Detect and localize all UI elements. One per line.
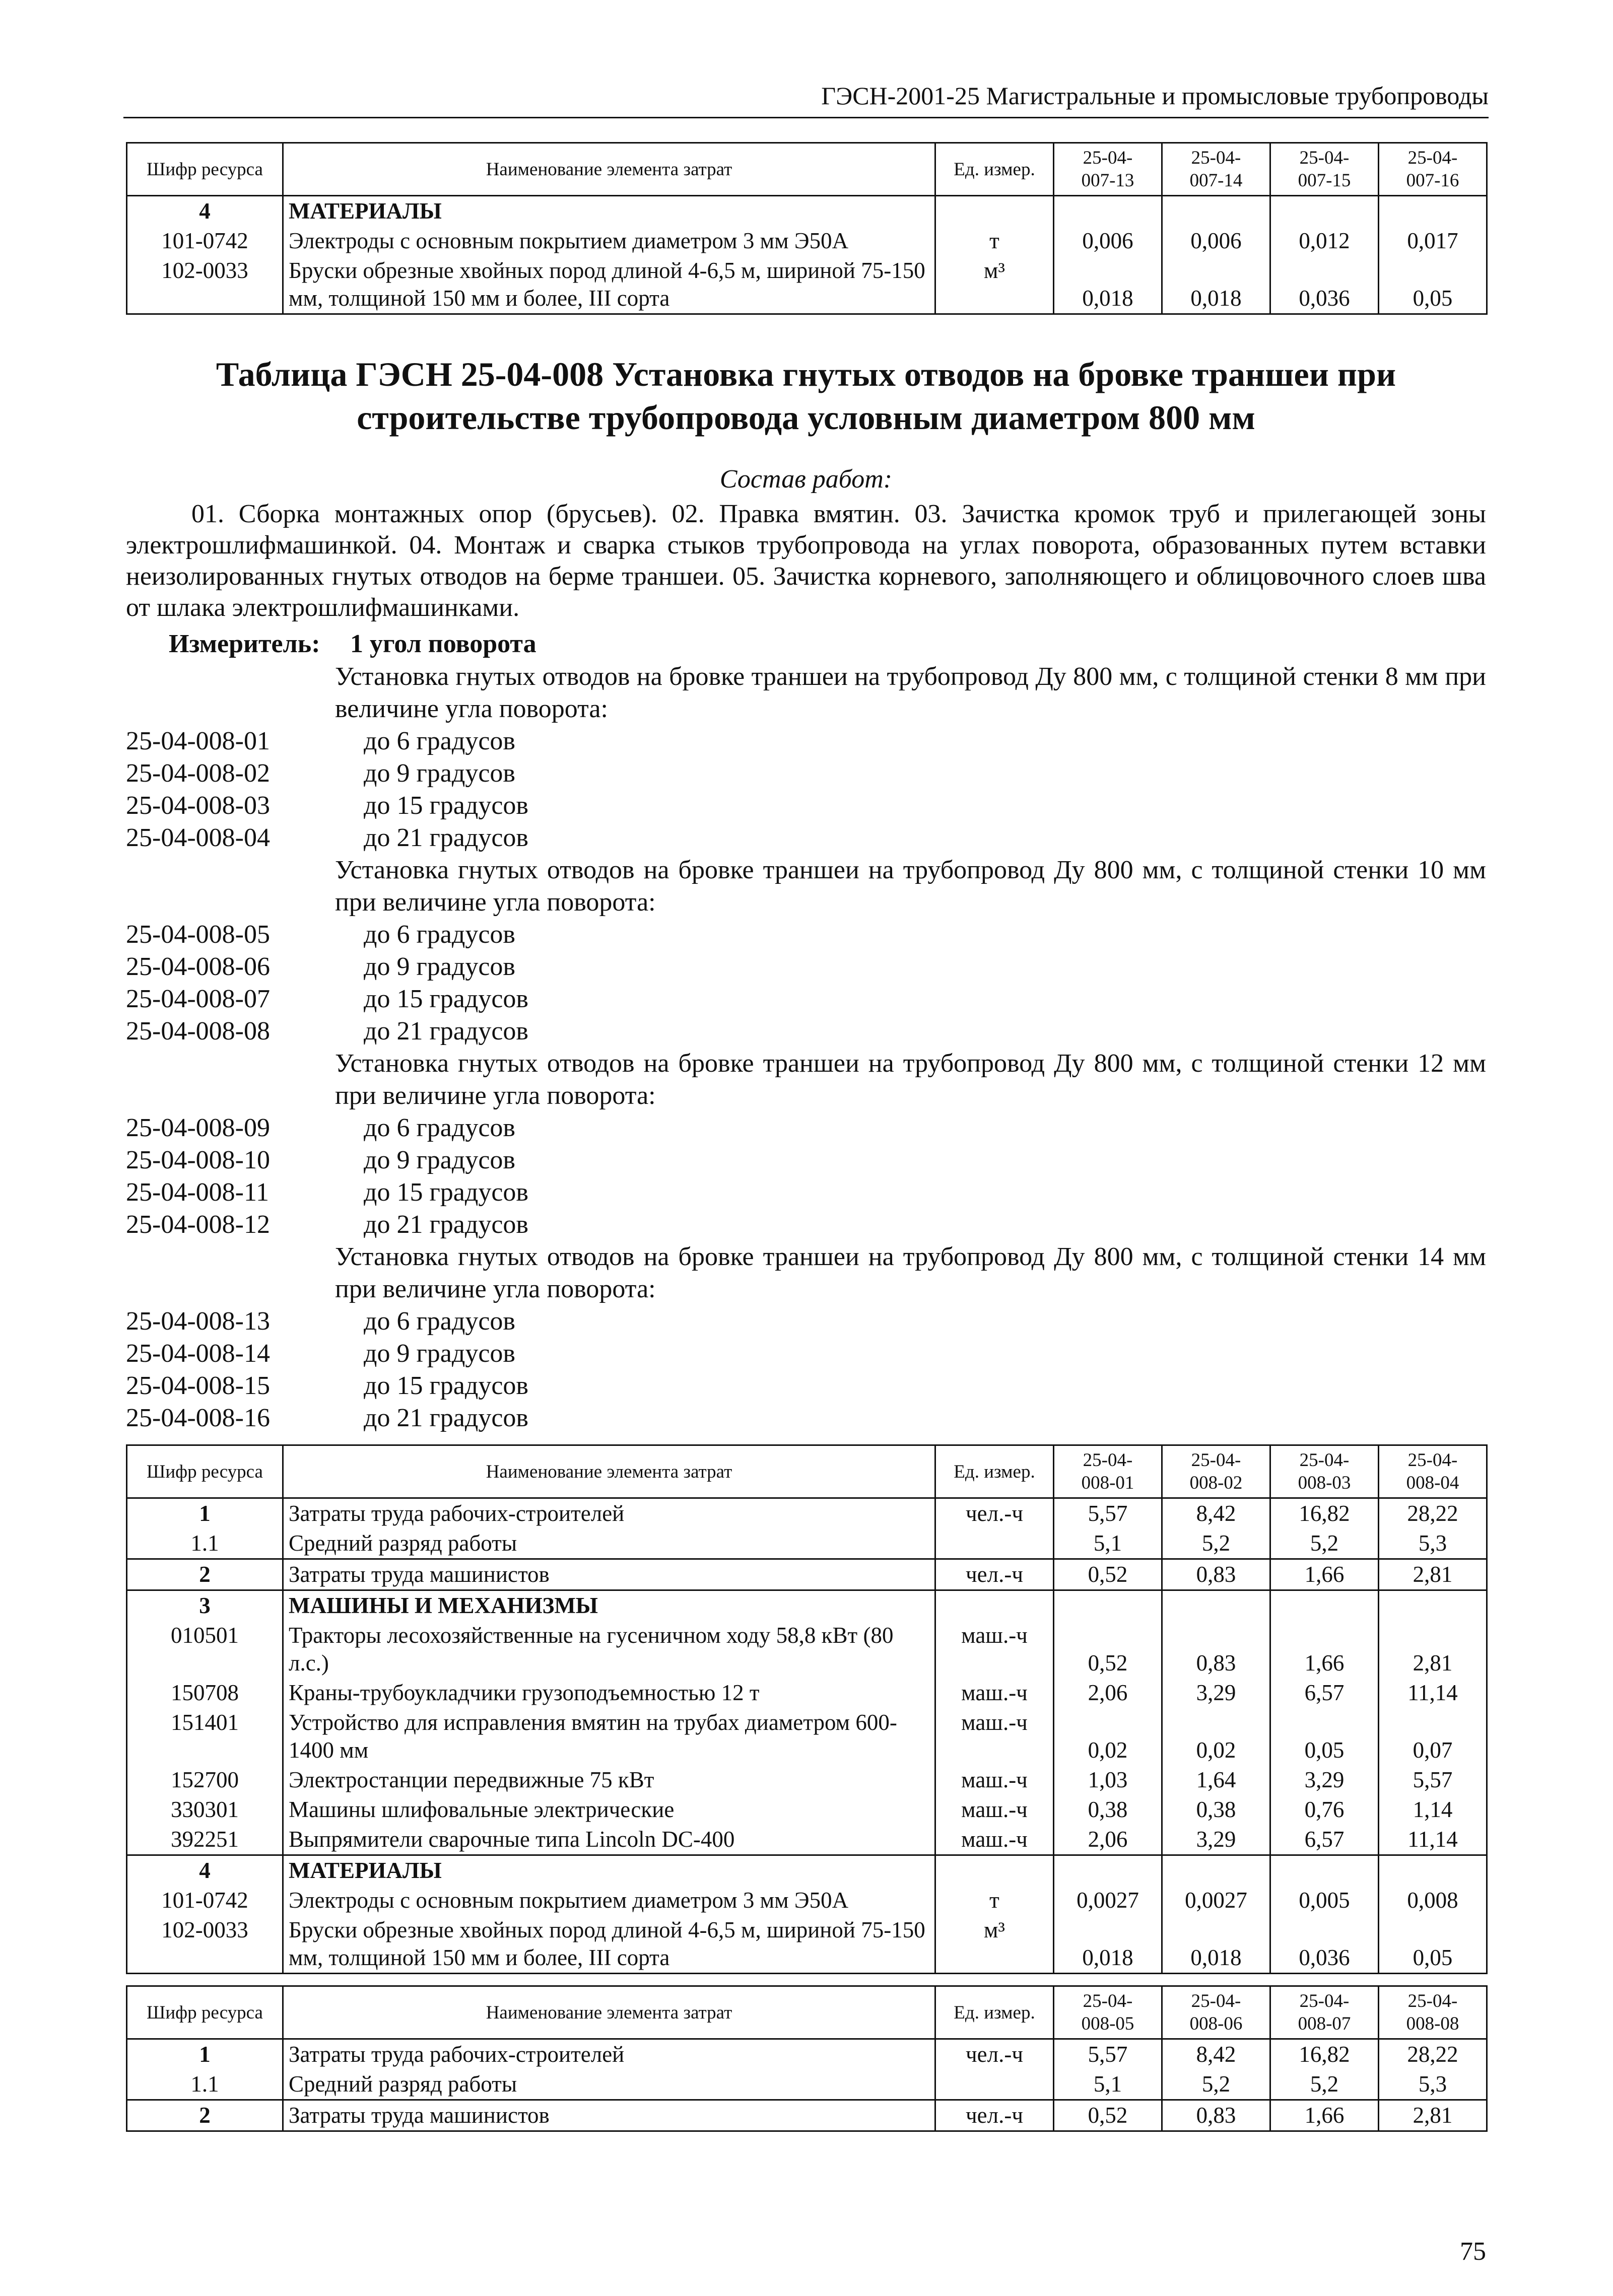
header-norm-suffix: 007-16: [1406, 170, 1459, 191]
norm-value: 0,76: [1270, 1795, 1379, 1825]
norm-code: 25-04-008-13: [126, 1307, 270, 1336]
header-norm-column: [1054, 1445, 1162, 1498]
header-code: Шифр ресурса: [127, 1986, 283, 2039]
cost-element-name: Электростанции передвижные 75 кВт: [283, 1765, 935, 1795]
unit-of-measure: т: [935, 226, 1054, 256]
norm-label: до 15 градусов: [364, 985, 528, 1013]
norm-item: [126, 951, 1486, 983]
norm-code: 25-04-008-08: [126, 1017, 270, 1046]
norm-value: [1379, 1855, 1487, 1886]
norm-group-intro: Установка гнутых отводов на бровке траншеи на трубопровод Ду 800 мм, с толщиной стенки 14 мм при величине угла поворота:: [335, 1242, 1486, 1303]
norm-code: 25-04-008-02: [126, 759, 270, 788]
norm-value: 0,018: [1054, 256, 1162, 314]
norm-value: 28,22: [1379, 1498, 1487, 1529]
header-norm-suffix: 007-13: [1081, 170, 1134, 191]
norm-value: 5,3: [1379, 2069, 1487, 2100]
norm-value: 11,14: [1379, 1678, 1487, 1708]
table-header-row: [127, 1986, 1487, 2039]
header-norm-column: [1054, 143, 1162, 196]
header-unit: Ед. измер.: [935, 1986, 1054, 2039]
norm-item: [126, 983, 1486, 1015]
section-heading: МАТЕРИАЛЫ: [283, 196, 935, 227]
norm-code: 25-04-008-12: [126, 1210, 270, 1239]
table-row: [127, 1621, 1487, 1678]
norm-value: [1054, 1855, 1162, 1886]
unit-of-measure: чел.-ч: [935, 2039, 1054, 2070]
norm-code: 25-04-008-14: [126, 1339, 270, 1368]
norm-value: 0,52: [1054, 1559, 1162, 1590]
cost-element-name: Средний разряд работы: [283, 1528, 935, 1559]
header-code: Шифр ресурса: [127, 143, 283, 196]
header-norm-prefix: 25-04-: [1299, 1450, 1350, 1471]
norm-value: 5,1: [1054, 1528, 1162, 1559]
norm-value: 0,38: [1054, 1795, 1162, 1825]
norm-item: [126, 822, 1486, 854]
norm-label: до 15 градусов: [364, 1178, 528, 1207]
resource-code: 101-0742: [127, 1886, 283, 1915]
norm-value: 5,57: [1054, 1498, 1162, 1529]
norm-value: 0,018: [1054, 1915, 1162, 1974]
norm-label: до 6 градусов: [364, 1114, 515, 1142]
header-norm-column: [1270, 1445, 1379, 1498]
norm-item: [126, 725, 1486, 757]
norm-value: 16,82: [1270, 1498, 1379, 1529]
unit-of-measure: [935, 196, 1054, 227]
table-row: [127, 1559, 1487, 1590]
header-norm-column: [1270, 1986, 1379, 2039]
table-row: [127, 2069, 1487, 2100]
cost-element-name: Затраты труда машинистов: [283, 2100, 935, 2131]
norm-label: до 6 градусов: [364, 727, 515, 755]
norm-value: 0,05: [1379, 256, 1487, 314]
resource-code: 010501: [127, 1621, 283, 1678]
norm-value: 2,81: [1379, 2100, 1487, 2131]
norm-item: [126, 1402, 1486, 1434]
norm-code: 25-04-008-06: [126, 952, 270, 981]
norm-value: 8,42: [1162, 1498, 1270, 1529]
norm-label: до 9 градусов: [364, 1146, 515, 1174]
norm-item: [126, 1144, 1486, 1176]
norm-group: [126, 1048, 1486, 1241]
table-row: [127, 1915, 1487, 1974]
norm-value: 1,66: [1270, 2100, 1379, 2131]
norm-label: до 21 градусов: [364, 1404, 528, 1432]
norm-value: 0,52: [1054, 2100, 1162, 2131]
norm-value: 2,06: [1054, 1678, 1162, 1708]
unit-of-measure: [935, 1528, 1054, 1559]
norm-value: 0,006: [1054, 226, 1162, 256]
table-row: [127, 1795, 1487, 1825]
norm-value: 0,036: [1270, 1915, 1379, 1974]
norm-value: [1379, 196, 1487, 227]
header-norm-column: [1270, 143, 1379, 196]
norm-label: до 9 градусов: [364, 1339, 515, 1368]
resource-code: 1.1: [127, 1528, 283, 1559]
header-name: Наименование элемента затрат: [283, 1445, 935, 1498]
norm-value: 16,82: [1270, 2039, 1379, 2070]
unit-of-measure: чел.-ч: [935, 2100, 1054, 2131]
norm-value: 1,64: [1162, 1765, 1270, 1795]
header-name: Наименование элемента затрат: [283, 1986, 935, 2039]
meter-line: [169, 629, 536, 660]
header-norm-prefix: 25-04-: [1083, 1991, 1133, 2011]
norm-value: 5,57: [1054, 2039, 1162, 2070]
table-row: [127, 226, 1487, 256]
norm-value: 1,03: [1054, 1765, 1162, 1795]
unit-of-measure: маш.-ч: [935, 1795, 1054, 1825]
cost-element-name: Затраты труда рабочих-строителей: [283, 2039, 935, 2070]
norm-item: [126, 1112, 1486, 1144]
header-norm-suffix: 008-07: [1298, 2013, 1351, 2034]
table-row: [127, 1528, 1487, 1559]
resource-code: 152700: [127, 1765, 283, 1795]
norm-value: 0,0027: [1162, 1886, 1270, 1915]
norm-group-intro: Установка гнутых отводов на бровке траншеи на трубопровод Ду 800 мм, с толщиной стенки 10 мм при величине угла поворота:: [335, 856, 1486, 917]
norm-value: 11,14: [1379, 1825, 1487, 1855]
cost-element-name: Средний разряд работы: [283, 2069, 935, 2100]
meter-label: Измеритель:: [169, 630, 320, 658]
work-composition-heading: Состав работ:: [719, 465, 893, 494]
norm-label: до 21 градусов: [364, 1210, 528, 1239]
norm-value: [1054, 196, 1162, 227]
header-unit: Ед. измер.: [935, 143, 1054, 196]
header-norm-column: [1162, 1986, 1270, 2039]
table-row: [127, 2100, 1487, 2131]
unit-of-measure: [935, 2069, 1054, 2100]
norm-value: 5,2: [1270, 2069, 1379, 2100]
header-norm-column: [1379, 143, 1487, 196]
table-header-row: [127, 1445, 1487, 1498]
running-head: ГЭСН-2001-25 Магистральные и промысловые трубопроводы: [821, 82, 1489, 110]
norm-group: [126, 854, 1486, 1048]
norm-value: 0,018: [1162, 256, 1270, 314]
table-row: [127, 1886, 1487, 1915]
norm-value: 0,52: [1054, 1621, 1162, 1678]
norm-group-intro: Установка гнутых отводов на бровке траншеи на трубопровод Ду 800 мм, с толщиной стенки 12 мм при величине угла поворота:: [335, 1049, 1486, 1110]
resource-code: 1: [127, 2039, 283, 2070]
norm-group-intro: Установка гнутых отводов на бровке траншеи на трубопровод Ду 800 мм, с толщиной стенки 8 мм при величине угла поворота:: [335, 662, 1486, 723]
norm-value: 1,66: [1270, 1621, 1379, 1678]
norm-value: 0,017: [1379, 226, 1487, 256]
cost-element-name: Электроды с основным покрытием диаметром 3 мм Э50А: [283, 1886, 935, 1915]
resource-table-bottom: [126, 1985, 1488, 2132]
resource-table-main: [126, 1444, 1488, 1974]
resource-code: 4: [127, 196, 283, 227]
header-norm-column: [1379, 1445, 1487, 1498]
table-row: [127, 1708, 1487, 1765]
resource-code: 2: [127, 1559, 283, 1590]
norm-value: 0,05: [1270, 1708, 1379, 1765]
norm-value: 0,02: [1054, 1708, 1162, 1765]
table-section-row: [127, 1590, 1487, 1621]
header-norm-prefix: 25-04-: [1407, 1450, 1458, 1471]
norm-value: 3,29: [1162, 1678, 1270, 1708]
norm-code: 25-04-008-07: [126, 985, 270, 1013]
header-norm-suffix: 008-03: [1298, 1473, 1351, 1493]
header-norm-column: [1054, 1986, 1162, 2039]
norm-value: 5,57: [1379, 1765, 1487, 1795]
section-heading: МАШИНЫ И МЕХАНИЗМЫ: [283, 1590, 935, 1621]
table-row: [127, 1825, 1487, 1855]
norm-value: 0,07: [1379, 1708, 1487, 1765]
norm-value: 0,012: [1270, 226, 1379, 256]
header-unit: Ед. измер.: [935, 1445, 1054, 1498]
norm-value: [1162, 1855, 1270, 1886]
norm-label: до 15 градусов: [364, 791, 528, 820]
norm-label: до 9 градусов: [364, 759, 515, 788]
cost-element-name: Выпрямители сварочные типа Lincoln DC-400: [283, 1825, 935, 1855]
norm-item: [126, 1209, 1486, 1241]
header-norm-prefix: 25-04-: [1191, 1991, 1241, 2011]
norm-code: 25-04-008-01: [126, 727, 270, 755]
unit-of-measure: м³: [935, 256, 1054, 314]
norm-value: 0,83: [1162, 1559, 1270, 1590]
header-name: Наименование элемента затрат: [283, 143, 935, 196]
unit-of-measure: [935, 1855, 1054, 1886]
header-code: Шифр ресурса: [127, 1445, 283, 1498]
header-norm-column: [1162, 1445, 1270, 1498]
norm-value: 0,02: [1162, 1708, 1270, 1765]
header-norm-prefix: 25-04-: [1083, 1450, 1133, 1471]
unit-of-measure: маш.-ч: [935, 1765, 1054, 1795]
norm-label: до 21 градусов: [364, 823, 528, 852]
cost-element-name: Машины шлифовальные электрические: [283, 1795, 935, 1825]
unit-of-measure: чел.-ч: [935, 1498, 1054, 1529]
table-row: [127, 1765, 1487, 1795]
norm-value: 2,06: [1054, 1825, 1162, 1855]
resource-code: 1: [127, 1498, 283, 1529]
page-number: 75: [1460, 2237, 1486, 2266]
header-norm-suffix: 008-06: [1189, 2013, 1243, 2034]
table-row: [127, 256, 1487, 314]
table-row: [127, 1678, 1487, 1708]
norm-value: [1054, 1590, 1162, 1621]
resource-code: 392251: [127, 1825, 283, 1855]
norm-value: 8,42: [1162, 2039, 1270, 2070]
norm-value: 0,036: [1270, 256, 1379, 314]
norm-value: 2,81: [1379, 1559, 1487, 1590]
resource-code: 330301: [127, 1795, 283, 1825]
norm-list: [126, 661, 1486, 1434]
norm-value: 1,66: [1270, 1559, 1379, 1590]
norm-label: до 9 градусов: [364, 952, 515, 981]
unit-of-measure: маш.-ч: [935, 1825, 1054, 1855]
header-norm-suffix: 008-01: [1081, 1473, 1134, 1493]
norm-value: 0,38: [1162, 1795, 1270, 1825]
norm-item: [126, 790, 1486, 822]
cost-element-name: Краны-трубоукладчики грузоподъемностью 12 т: [283, 1678, 935, 1708]
resource-code: 101-0742: [127, 226, 283, 256]
cost-element-name: Электроды с основным покрытием диаметром 3 мм Э50А: [283, 226, 935, 256]
table-title: Таблица ГЭСН 25-04-008 Установка гнутых отводов на бровке траншеи при строительстве трубопровода условным диаметром 800 мм: [216, 355, 1396, 437]
cost-element-name: Тракторы лесохозяйственные на гусеничном ходу 58,8 кВт (80 л.с.): [283, 1621, 935, 1678]
norm-value: 0,006: [1162, 226, 1270, 256]
norm-item: [126, 1338, 1486, 1370]
norm-label: до 6 градусов: [364, 1307, 515, 1336]
table-header-row: [127, 143, 1487, 196]
norm-value: 0,83: [1162, 2100, 1270, 2131]
norm-value: 5,2: [1270, 1528, 1379, 1559]
meter-value: 1 угол поворота: [350, 630, 536, 658]
unit-of-measure: маш.-ч: [935, 1621, 1054, 1678]
unit-of-measure: м³: [935, 1915, 1054, 1974]
header-norm-suffix: 008-05: [1081, 2013, 1134, 2034]
header-norm-suffix: 007-14: [1189, 170, 1243, 191]
norm-value: 6,57: [1270, 1678, 1379, 1708]
header-norm-prefix: 25-04-: [1407, 148, 1458, 168]
norm-item: [126, 757, 1486, 790]
section-heading: МАТЕРИАЛЫ: [283, 1855, 935, 1886]
unit-of-measure: [935, 1590, 1054, 1621]
norm-value: [1379, 1590, 1487, 1621]
header-norm-suffix: 008-08: [1406, 2013, 1459, 2034]
norm-value: 0,008: [1379, 1886, 1487, 1915]
norm-code: 25-04-008-16: [126, 1404, 270, 1432]
unit-of-measure: т: [935, 1886, 1054, 1915]
cost-element-name: Бруски обрезные хвойных пород длиной 4-6,5 м, шириной 75-150 мм, толщиной 150 мм и более, III сорта: [283, 1915, 935, 1974]
norm-value: 5,1: [1054, 2069, 1162, 2100]
norm-value: 0,018: [1162, 1915, 1270, 1974]
norm-value: 5,3: [1379, 1528, 1487, 1559]
norm-code: 25-04-008-09: [126, 1114, 270, 1142]
resource-code: 4: [127, 1855, 283, 1886]
norm-label: до 21 градусов: [364, 1017, 528, 1046]
norm-code: 25-04-008-10: [126, 1146, 270, 1174]
norm-value: 3,29: [1270, 1765, 1379, 1795]
header-norm-suffix: 008-02: [1189, 1473, 1243, 1493]
header-norm-prefix: 25-04-: [1191, 1450, 1241, 1471]
cost-element-name: Затраты труда рабочих-строителей: [283, 1498, 935, 1529]
norm-item: [126, 1015, 1486, 1048]
norm-value: 1,14: [1379, 1795, 1487, 1825]
unit-of-measure: маш.-ч: [935, 1708, 1054, 1765]
work-composition-text: 01. Сборка монтажных опор (брусьев). 02. Правка вмятин. 03. Зачистка кромок труб и прилегающей зоны электрошлифмашинкой. 04. Монтаж и сварка стыков трубопровода на углах поворота, образованных путем вставки неизолированных гнутых отводов на берме траншеи. 05. Зачистка корневого, заполняющего и облицовочного слоев шва от шлака электрошлифмашинками.: [126, 500, 1486, 622]
header-norm-suffix: 008-04: [1406, 1473, 1459, 1493]
cost-element-name: Бруски обрезные хвойных пород длиной 4-6,5 м, шириной 75-150 мм, толщиной 150 мм и более, III сорта: [283, 256, 935, 314]
resource-code: 151401: [127, 1708, 283, 1765]
resource-code: 150708: [127, 1678, 283, 1708]
resource-code: 102-0033: [127, 256, 283, 314]
resource-code: 1.1: [127, 2069, 283, 2100]
unit-of-measure: маш.-ч: [935, 1678, 1054, 1708]
resource-code: 2: [127, 2100, 283, 2131]
norm-item: [126, 1305, 1486, 1338]
norm-label: до 6 градусов: [364, 920, 515, 949]
norm-item: [126, 919, 1486, 951]
header-norm-column: [1162, 143, 1270, 196]
norm-value: 2,81: [1379, 1621, 1487, 1678]
header-norm-prefix: 25-04-: [1083, 148, 1133, 168]
table-row: [127, 2039, 1487, 2070]
header-norm-prefix: 25-04-: [1299, 1991, 1350, 2011]
resource-code: 102-0033: [127, 1915, 283, 1974]
header-norm-suffix: 007-15: [1298, 170, 1351, 191]
norm-value: 0,005: [1270, 1886, 1379, 1915]
norm-item: [126, 1176, 1486, 1209]
resource-code: 3: [127, 1590, 283, 1621]
norm-value: 0,83: [1162, 1621, 1270, 1678]
norm-value: 3,29: [1162, 1825, 1270, 1855]
cost-element-name: Устройство для исправления вмятин на трубах диаметром 600-1400 мм: [283, 1708, 935, 1765]
norm-label: до 15 градусов: [364, 1371, 528, 1400]
norm-code: 25-04-008-15: [126, 1371, 270, 1400]
norm-code: 25-04-008-04: [126, 823, 270, 852]
header-norm-column: [1379, 1986, 1487, 2039]
norm-code: 25-04-008-05: [126, 920, 270, 949]
norm-value: 0,05: [1379, 1915, 1487, 1974]
norm-item: [126, 1370, 1486, 1402]
norm-group: [126, 1241, 1486, 1434]
header-norm-prefix: 25-04-: [1407, 1991, 1458, 2011]
norm-value: [1270, 196, 1379, 227]
norm-value: [1270, 1855, 1379, 1886]
table-row: [127, 1498, 1487, 1529]
norm-value: [1270, 1590, 1379, 1621]
resource-table-top: [126, 142, 1488, 315]
table-section-row: [127, 196, 1487, 227]
norm-value: 6,57: [1270, 1825, 1379, 1855]
header-rule: [123, 117, 1489, 118]
norm-group: [126, 661, 1486, 854]
norm-value: 5,2: [1162, 1528, 1270, 1559]
header-norm-prefix: 25-04-: [1191, 148, 1241, 168]
norm-code: 25-04-008-03: [126, 791, 270, 820]
norm-value: 28,22: [1379, 2039, 1487, 2070]
norm-value: [1162, 196, 1270, 227]
table-section-row: [127, 1855, 1487, 1886]
header-norm-prefix: 25-04-: [1299, 148, 1350, 168]
norm-code: 25-04-008-11: [126, 1178, 270, 1207]
norm-value: [1162, 1590, 1270, 1621]
norm-value: 5,2: [1162, 2069, 1270, 2100]
cost-element-name: Затраты труда машинистов: [283, 1559, 935, 1590]
norm-value: 0,0027: [1054, 1886, 1162, 1915]
unit-of-measure: чел.-ч: [935, 1559, 1054, 1590]
